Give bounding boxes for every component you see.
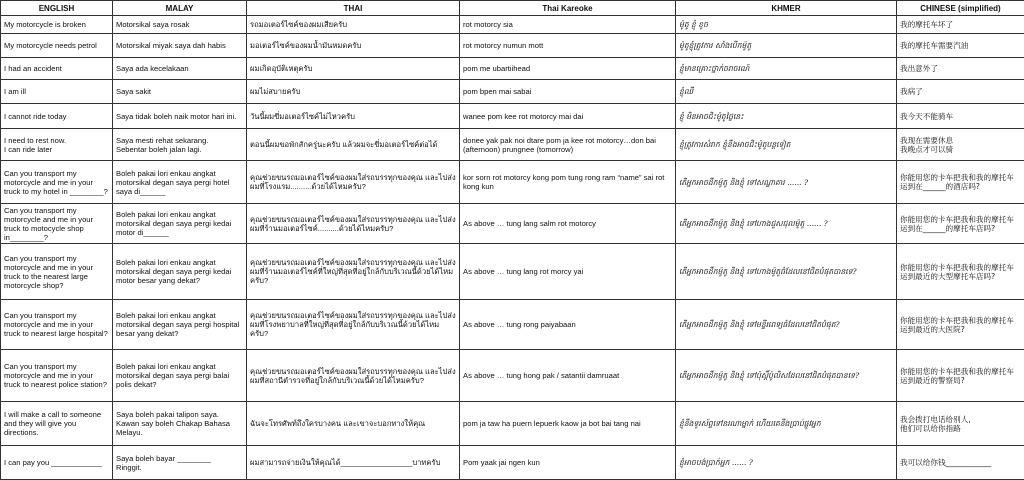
cell-english: I cannot ride today — [1, 104, 113, 129]
cell-chinese: 我病了 — [897, 80, 1024, 104]
cell-khmer: តើអ្នកអាចដឹកម៉ូតូ និងខ្ញុំ ទៅសណ្ឋាគារ ...... ? — [676, 161, 897, 204]
table-row — [1, 300, 1024, 350]
table-row — [1, 58, 1024, 80]
cell-english: Can you transport my motorcycle and me in your truck to motocycle shop in________? — [1, 204, 113, 244]
table-row — [1, 104, 1024, 129]
cell-thai: ฉันจะโทรศัพท์ถึงใครบางคน และเขาจะบอกทางให้คุณ — [247, 402, 460, 446]
cell-khmer: ម៉ូតូ ខ្ញុំ ខូច — [676, 16, 897, 34]
cell-thai-karaoke: As above … tung hong pak / satantii damruaat — [460, 350, 676, 402]
cell-chinese: 我现在需要休息 我晚点才可以骑 — [897, 129, 1024, 161]
phrase-rows — [1, 16, 1024, 480]
cell-malay: Motorsikal miyak saya dah habis — [113, 34, 247, 58]
cell-chinese: 我会拨打电话给别人, 他们可以给你指路 — [897, 402, 1024, 446]
column-header-malay: MALAY — [113, 1, 247, 16]
cell-thai: วันนี้ผมขี่มอเตอร์ไซค์ไม่ไหวครับ — [247, 104, 460, 129]
cell-thai: ผมเกิดอุบัติเหตุครับ — [247, 58, 460, 80]
table-row — [1, 204, 1024, 244]
table-row — [1, 350, 1024, 402]
cell-chinese: 你能用您的卡车把我和我的摩托车运到在______的摩托车店吗? — [897, 204, 1024, 244]
cell-chinese: 我的摩托车需要汽油 — [897, 34, 1024, 58]
cell-malay: Boleh pakai lori enkau angkat motorsikal degan saya pergi kedai motor di______ — [113, 204, 247, 244]
column-header-thai-karaoke: Thai Kareoke — [460, 1, 676, 16]
cell-khmer: ខ្ញុំ មិនអាចជិះម៉ូតូថ្ងៃនេះ — [676, 104, 897, 129]
cell-english: Can you transport my motorcycle and me in your truck to my hotel in ________? — [1, 161, 113, 204]
column-header-thai: THAI — [247, 1, 460, 16]
cell-thai: คุณช่วยขนรถมอเตอร์ไซค์ของผมใส่รถบรรทุกของคุณ และไปส่งผมที่โรงแรม..........ด้วยได้ไหมครับ? — [247, 161, 460, 204]
cell-khmer: តើអ្នកអាចដឹកម៉ូតូ និងខ្ញុំ ទៅហាងម៉ូតូធំដែលនៅជិតបំផុតបានទេ? — [676, 244, 897, 300]
cell-malay: Saya sakit — [113, 80, 247, 104]
cell-malay: Boleh pakai lori enkau angkat motorsikal degan saya pergi balai polis dekat? — [113, 350, 247, 402]
cell-khmer: តើអ្នកអាចដឹកម៉ូតូ និងខ្ញុំ ទៅមន្ទីរពេទ្យធំដែលនៅជិតបំផុត? — [676, 300, 897, 350]
cell-chinese: 你能用您的卡车把我和我的摩托车运到在______的酒店吗? — [897, 161, 1024, 204]
cell-thai-karaoke: As above … tung rong paiyabaan — [460, 300, 676, 350]
cell-thai: คุณช่วยขนรถมอเตอร์ไซค์ของผมใส่รถบรรทุกของคุณ และไปส่งผมที่ร้านมอเตอร์ไซค์ที่ใหญ่ที่สุดที่อยู่ใกล้กับบริเวณนี้ด้วยได้ไหมครับ? — [247, 244, 460, 300]
cell-khmer: ខ្ញុំត្រូវការសំរាក ខ្ញុំនឹងអាចជិះម៉ូតូបន្តទៀត — [676, 129, 897, 161]
table-row — [1, 402, 1024, 446]
cell-thai: ผมสามารถจ่ายเงินให้คุณได้_________________บาทครับ — [247, 446, 460, 480]
cell-chinese: 我出意外了 — [897, 58, 1024, 80]
column-header-khmer: KHMER — [676, 1, 897, 16]
cell-thai-karaoke: kor sorn rot motorcy kong pom tung rong ram “name” sai rot kong kun — [460, 161, 676, 204]
cell-english: My motorcycle is broken — [1, 16, 113, 34]
cell-thai: คุณช่วยขนรถมอเตอร์ไซค์ของผมใส่รถบรรทุกของคุณ และไปส่งผมที่โรงพยาบาลที่ใหญ่ที่สุดที่อยู่ใกล้กับบริเวณนี้ด้วยได้ไหมครับ? — [247, 300, 460, 350]
table-row — [1, 129, 1024, 161]
cell-thai-karaoke: wanee pom kee rot motorcy mai dai — [460, 104, 676, 129]
cell-english: I had an accident — [1, 58, 113, 80]
cell-thai: ผมไม่สบายครับ — [247, 80, 460, 104]
cell-english: I will make a call to someone and they will give you directions. — [1, 402, 113, 446]
cell-malay: Saya tidak boleh naik motor hari ini. — [113, 104, 247, 129]
cell-english: My motorcycle needs petrol — [1, 34, 113, 58]
cell-malay: Saya boleh bayar ________ Ringgit. — [113, 446, 247, 480]
cell-thai-karaoke: pom bpen mai sabai — [460, 80, 676, 104]
table-row — [1, 16, 1024, 34]
cell-malay: Saya mesti rehat sekarang. Sebentar boleh jalan lagi. — [113, 129, 247, 161]
cell-malay: Saya boleh pakai talipon saya. Kawan say boleh Chakap Bahasa Melayu. — [113, 402, 247, 446]
cell-thai-karaoke: rot motorcy sia — [460, 16, 676, 34]
table-row — [1, 161, 1024, 204]
cell-chinese: 你能用您的卡车把我和我的摩托车运到最近的警察局? — [897, 350, 1024, 402]
header-row — [1, 1, 1024, 16]
cell-chinese: 我可以给你钱____________ — [897, 446, 1024, 480]
cell-khmer: ខ្ញុំមានគ្រោះថ្នាក់ចរាចរណ៍ — [676, 58, 897, 80]
cell-chinese: 你能用您的卡车把我和我的摩托车运到最近的大型摩托车店吗? — [897, 244, 1024, 300]
cell-english: I can pay you ____________ — [1, 446, 113, 480]
cell-chinese: 我今天不能骑车 — [897, 104, 1024, 129]
cell-malay: Saya ada kecelakaan — [113, 58, 247, 80]
cell-khmer: ម៉ូតូខ្ញុំត្រូវការ សាំងបើកម៉ូតូ — [676, 34, 897, 58]
table-row — [1, 446, 1024, 480]
table-row — [1, 244, 1024, 300]
cell-malay: Motorsikal saya rosak — [113, 16, 247, 34]
cell-thai-karaoke: donee yak pak noi dtare pom ja kee rot motorcy…don bai (afternoon) prungnee (tomorrow) — [460, 129, 676, 161]
cell-malay: Boleh pakai lori enkau angkat motorsikal degan saya pergi hospital besar yang dekat? — [113, 300, 247, 350]
table-row — [1, 80, 1024, 104]
column-header-chinese: CHINESE (simplified) — [897, 1, 1024, 16]
cell-english: Can you transport my motorcycle and me in your truck to nearest large hospital? — [1, 300, 113, 350]
cell-khmer: ខ្ញុំឈឺ — [676, 80, 897, 104]
cell-malay: Boleh pakai lori enkau angkat motorsikal degan saya pergi kedai motor besar yang dekat? — [113, 244, 247, 300]
cell-thai-karaoke: pom me ubartiihead — [460, 58, 676, 80]
cell-english: Can you transport my motorcycle and me in your truck to nearest police station? — [1, 350, 113, 402]
cell-thai: คุณช่วยขนรถมอเตอร์ไซค์ของผมใส่รถบรรทุกของคุณ และไปส่งผมที่ร้านมอเตอร์ไซค์..........ด้วยได้ไหมครับ? — [247, 204, 460, 244]
cell-chinese: 我的摩托车坏了 — [897, 16, 1024, 34]
cell-khmer: ខ្ញុំអាចបង់ប្រាក់អ្នក ...... ? — [676, 446, 897, 480]
cell-thai: ตอนนี้ผมขอพักสักครู่นะครับ แล้วผมจะขี่มอเตอร์ไซค์ต่อได้ — [247, 129, 460, 161]
cell-english: Can you transport my motorcycle and me in your truck to the nearest large motorcycle shop? — [1, 244, 113, 300]
cell-thai: รถมอเตอร์ไซค์ของผมเสียครับ — [247, 16, 460, 34]
cell-thai-karaoke: pom ja taw ha puern lepuerk kaow ja bot bai tang nai — [460, 402, 676, 446]
cell-chinese: 你能用您的卡车把我和我的摩托车运到最近的大医院? — [897, 300, 1024, 350]
cell-thai-karaoke: As above … tung lang salm rot motorcy — [460, 204, 676, 244]
column-header-english: ENGLISH — [1, 1, 113, 16]
table-row — [1, 34, 1024, 58]
cell-khmer: តើអ្នកអាចដឹកម៉ូតូ និងខ្ញុំ ទៅហាងជួសជុលម៉ូតូ ...... ? — [676, 204, 897, 244]
cell-thai: มอเตอร์ไซค์ของผมน้ำมันหมดครับ — [247, 34, 460, 58]
cell-malay: Boleh pakai lori enkau angkat motorsikal degan saya pergi hotel saya di______ — [113, 161, 247, 204]
cell-english: I am ill — [1, 80, 113, 104]
cell-khmer: តើអ្នកអាចដឹកម៉ូតូ និងខ្ញុំ ទៅប៉ុស្តិ៍ប៉ូលិសដែលនៅជិតបំផុតបានទេ? — [676, 350, 897, 402]
cell-thai-karaoke: Pom yaak jai ngen kun — [460, 446, 676, 480]
cell-english: I need to rest now. I can ride later — [1, 129, 113, 161]
cell-thai: คุณช่วยขนรถมอเตอร์ไซค์ของผมใส่รถบรรทุกของคุณ และไปส่งผมที่สถานีตำรวจที่อยู่ใกล้กับบริเวณนี้ด้วยได้ไหมครับ? — [247, 350, 460, 402]
cell-thai-karaoke: rot motorcy numun mott — [460, 34, 676, 58]
cell-khmer: ខ្ញុំនឹងទូរស័ព្ទទៅនរណាម្នាក់ ហើយគេនឹងប្រាប់ផ្លូវអ្នក — [676, 402, 897, 446]
cell-thai-karaoke: As above … tung lang rot morcy yai — [460, 244, 676, 300]
